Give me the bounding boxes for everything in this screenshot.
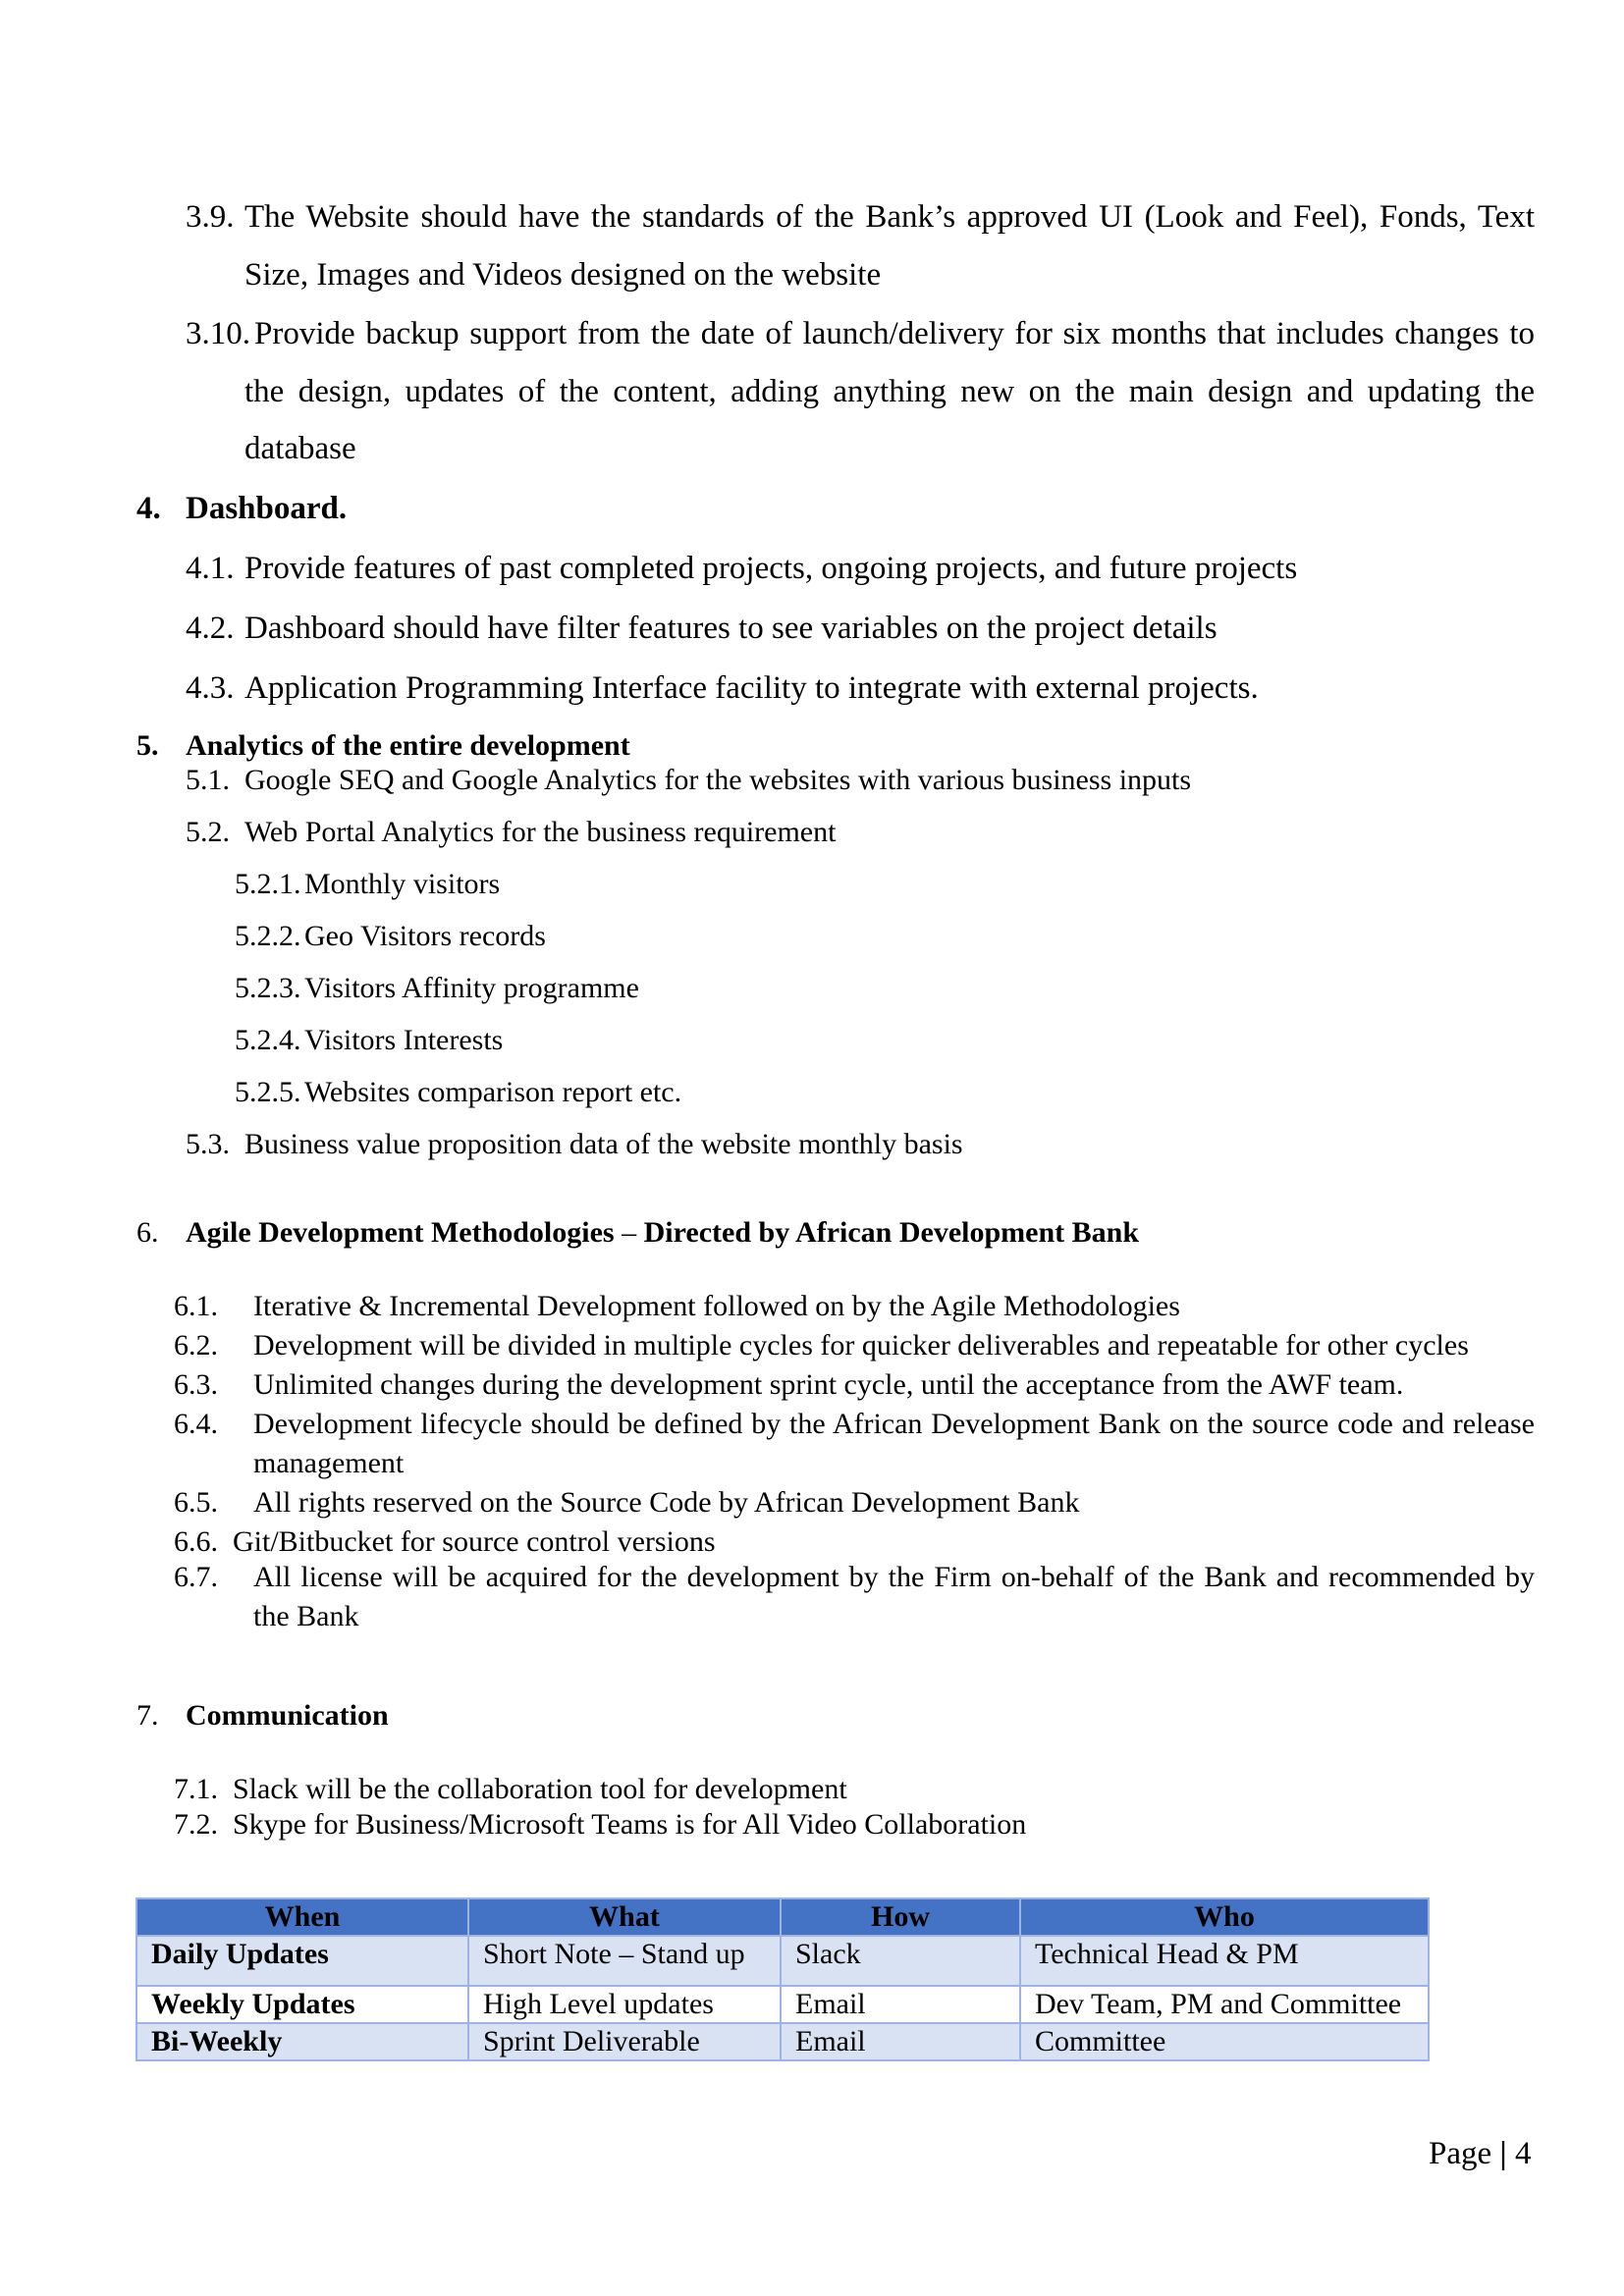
item-4-2-number: 4.2. (186, 611, 235, 646)
item-4-2-text: Dashboard should have filter features to see variables on the project details (244, 611, 1218, 646)
item-6-6-number: 6.6. (174, 1525, 218, 1558)
item-3-9-text-line-2: Size, Images and Videos designed on the website (244, 257, 882, 293)
item-5-2-5-text: Websites comparison report etc. (304, 1076, 682, 1108)
table-cell-when: Bi-Weekly (136, 2023, 468, 2060)
table-cell-when: Weekly Updates (136, 1986, 468, 2023)
item-3-10-text-line-1: Provide backup support from the date of launch/delivery for six months that includes changes to (254, 316, 1535, 351)
item-3-9-text-line-1: The Website should have the standards of the Bank’s approved UI (Look and Feel), Fonds, Text (244, 199, 1535, 235)
item-5-2-4-number: 5.2.4. (235, 1024, 301, 1056)
table-header-how: How (781, 1898, 1020, 1936)
item-5-2-text: Web Portal Analytics for the business requirement (244, 816, 837, 848)
item-6-7-number: 6.7. (174, 1561, 218, 1593)
item-5-1-number: 5.1. (186, 764, 230, 796)
item-6-3-number: 6.3. (174, 1368, 218, 1401)
item-3-10-text-line-3: database (244, 431, 356, 466)
item-3-10-number: 3.10. (186, 316, 250, 351)
section-5-number: 5. (136, 729, 159, 762)
item-5-2-number: 5.2. (186, 816, 230, 848)
table-header-who: Who (1020, 1898, 1429, 1936)
page-number-footer (1429, 2134, 1531, 2173)
item-3-10-text-line-2: the design, updates of the content, adding anything new on the main design and updating the (244, 374, 1535, 409)
item-5-2-5-number: 5.2.5. (235, 1076, 301, 1108)
table-cell-what: Short Note – Stand up (468, 1936, 781, 1986)
item-7-2-text: Skype for Business/Microsoft Teams is for All Video Collaboration (233, 1808, 1027, 1841)
item-4-1-number: 4.1. (186, 551, 235, 586)
item-5-1-text: Google SEQ and Google Analytics for the websites with various business inputs (244, 764, 1192, 796)
table-row (136, 1986, 1429, 2023)
item-5-2-2-text: Geo Visitors records (304, 920, 546, 952)
item-3-9-number: 3.9. (186, 199, 235, 235)
item-6-7-text-2: the Bank (253, 1600, 359, 1632)
communication-table (135, 1897, 1430, 2061)
item-5-2-4-text: Visitors Interests (304, 1024, 504, 1056)
item-6-5-text: All rights reserved on the Source Code by African Development Bank (253, 1486, 1080, 1519)
item-6-3-text: Unlimited changes during the development sprint cycle, until the acceptance from the AWF team. (253, 1368, 1404, 1401)
item-6-2-text: Development will be divided in multiple cycles for quicker deliverables and repeatable for other cycles (253, 1329, 1469, 1362)
item-5-3-text: Business value proposition data of the website monthly basis (244, 1128, 963, 1160)
item-4-3-text: Application Programming Interface facility to integrate with external projects. (244, 670, 1259, 706)
table-cell-who: Dev Team, PM and Committee (1020, 1986, 1429, 2023)
item-6-1-number: 6.1. (174, 1290, 218, 1322)
section-6-title-a: Agile Development Methodologies (186, 1216, 615, 1249)
item-7-1-number: 7.1. (174, 1773, 218, 1805)
section-5-title: Analytics of the entire development (186, 729, 630, 762)
section-6-title-sep: – (614, 1216, 644, 1249)
table-cell-how: Email (781, 2023, 1020, 2060)
section-6-title (186, 1215, 1139, 1251)
section-7-title: Communication (186, 1699, 389, 1732)
item-4-3-number: 4.3. (186, 670, 235, 706)
item-5-2-1-number: 5.2.1. (235, 868, 301, 900)
section-4-title: Dashboard. (186, 491, 348, 526)
table-row (136, 1936, 1429, 1986)
page-separator: | (1499, 2136, 1507, 2171)
item-7-2-number: 7.2. (174, 1808, 218, 1841)
table-cell-how: Email (781, 1986, 1020, 2023)
page-number: 4 (1514, 2136, 1532, 2171)
table-header-what: What (468, 1898, 781, 1936)
table-cell-when: Daily Updates (136, 1936, 468, 1986)
table-cell-what: Sprint Deliverable (468, 2023, 781, 2060)
item-6-7-text: All license will be acquired for the development by the Firm on-behalf of the Bank and recommended by (253, 1561, 1535, 1593)
table-cell-who: Technical Head & PM (1020, 1936, 1429, 1986)
section-7-number: 7. (136, 1699, 159, 1732)
table-row (136, 2023, 1429, 2060)
item-4-1-text: Provide features of past completed projects, ongoing projects, and future projects (244, 551, 1298, 586)
item-6-4-text: Development lifecycle should be defined by the African Development Bank on the source code and release (253, 1408, 1535, 1440)
table-cell-what: High Level updates (468, 1986, 781, 2023)
section-6-title-b: Directed by African Development Bank (643, 1216, 1140, 1249)
item-5-3-number: 5.3. (186, 1128, 230, 1160)
item-6-6-text: Git/Bitbucket for source control versions (233, 1525, 716, 1558)
item-5-2-1-text: Monthly visitors (304, 868, 501, 900)
table-cell-how: Slack (781, 1936, 1020, 1986)
item-5-2-3-number: 5.2.3. (235, 972, 301, 1004)
section-4-number: 4. (136, 491, 161, 526)
item-6-4-text-2: management (253, 1447, 405, 1479)
item-6-2-number: 6.2. (174, 1329, 218, 1362)
table-header-row (136, 1898, 1429, 1936)
item-6-4-number: 6.4. (174, 1408, 218, 1440)
item-5-2-3-text: Visitors Affinity programme (304, 972, 639, 1004)
table-cell-who: Committee (1020, 2023, 1429, 2060)
table-header-when: When (136, 1898, 468, 1936)
section-6-number: 6. (136, 1216, 159, 1249)
page-label: Page (1429, 2136, 1492, 2171)
item-7-1-text: Slack will be the collaboration tool for development (233, 1773, 847, 1805)
item-6-1-text: Iterative & Incremental Development followed on by the Agile Methodologies (253, 1290, 1180, 1322)
item-5-2-2-number: 5.2.2. (235, 920, 301, 952)
item-6-5-number: 6.5. (174, 1486, 218, 1519)
